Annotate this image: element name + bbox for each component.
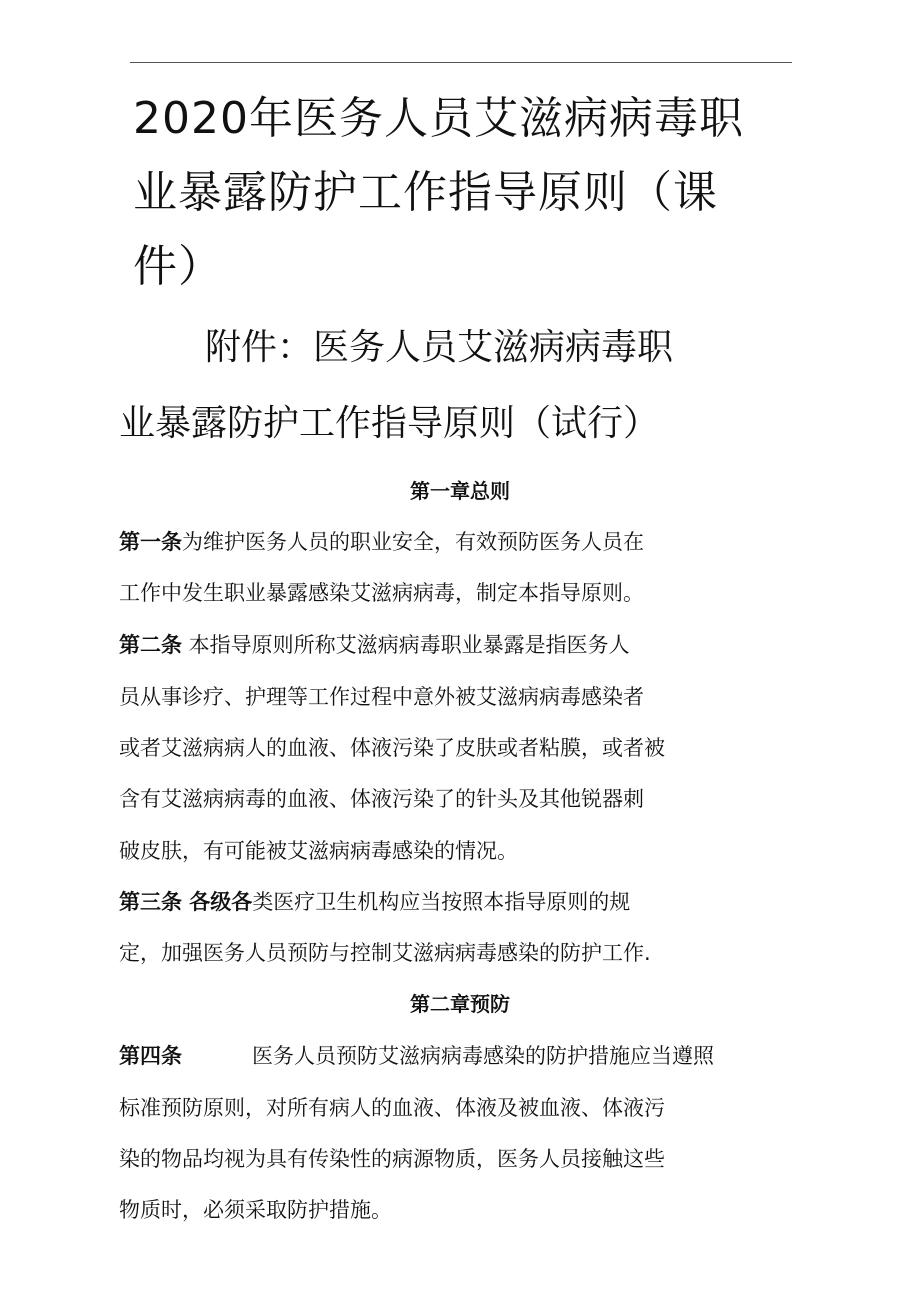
article-4 — [119, 1041, 714, 1071]
title-line: 业暴露防护工作指导原则（课 — [133, 167, 718, 218]
article-text: 物质时，必须采取防护措施。 — [119, 1198, 392, 1222]
article-label: 第四条 — [119, 1044, 182, 1068]
article-text: 本指导原则所称艾滋病病毒职业暴露是指医务人 — [182, 633, 630, 657]
article-text: 或者艾滋病病人的血液、体液污染了皮肤或者粘膜，或者被 — [119, 736, 665, 760]
article-text: 员从事诊疗、护理等工作过程中意外被艾滋病病毒感染者 — [119, 685, 644, 709]
title-line: 2020年医务人员艾滋病病毒职 — [133, 93, 744, 144]
article-label: 第三条 各级各 — [119, 890, 253, 914]
article-text: 破皮肤，有可能被艾滋病病毒感染的情况。 — [119, 839, 518, 863]
header-rule — [130, 62, 792, 63]
title-line: 件） — [133, 241, 223, 292]
subtitle-line: 业暴露防护工作指导原则（试行） — [119, 403, 660, 444]
subtitle-line: 附件：医务人员艾滋病病毒职 — [205, 327, 674, 368]
document-title — [133, 82, 773, 304]
chapter-heading: 第二章预防 — [410, 992, 510, 1016]
article-text: 工作中发生职业暴露感染艾滋病病毒，制定本指导原则。 — [119, 581, 644, 605]
article-3 — [119, 887, 630, 917]
article-text: 标准预防原则，对所有病人的血液、体液及被血液、体液污 — [119, 1096, 665, 1120]
article-text: 染的物品均视为具有传染性的病源物质，医务人员接触这些 — [119, 1147, 665, 1171]
article-text: 含有艾滋病病毒的血液、体液污染了的针头及其他锐器刺 — [119, 787, 644, 811]
article-label: 第一条 — [119, 530, 182, 554]
article-text: 类医疗卫生机构应当按照本指导原则的规 — [252, 890, 631, 914]
chapter-heading: 第一章总则 — [410, 479, 510, 503]
article-text: 定，加强医务人员预防与控制艾滋病病毒感染的防护工作. — [119, 941, 651, 965]
article-text: 医务人员预防艾滋病病毒感染的防护措施应当遵照 — [252, 1044, 714, 1068]
article-1 — [119, 527, 644, 557]
article-2 — [119, 630, 630, 660]
article-text: 为维护医务人员的职业安全，有效预防医务人员在 — [182, 530, 644, 554]
article-label: 第二条 — [119, 633, 182, 657]
